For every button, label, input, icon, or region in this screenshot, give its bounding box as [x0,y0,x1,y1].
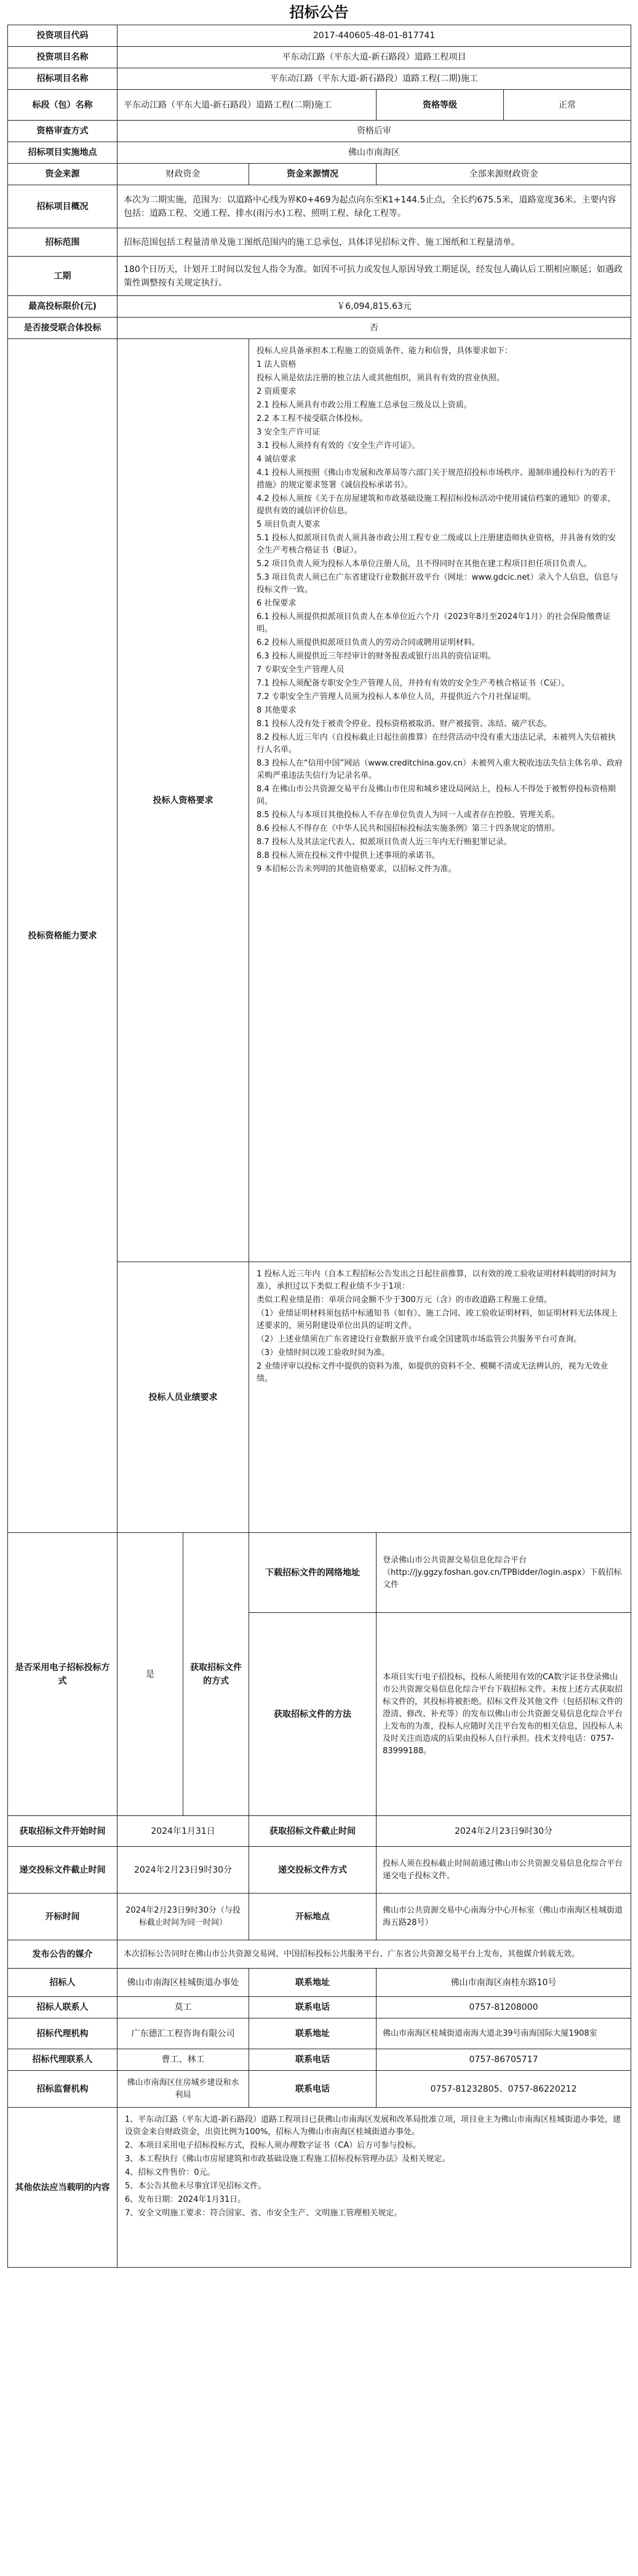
row-funding [8,164,631,185]
text-line: 8.4 在佛山市公共资源交易平台及佛山市住房和城乡建设局网站上，投标人不得处于被暂停投标资格期间。 [257,785,616,806]
row-electronic-download [8,1533,631,1613]
tenderee-label: 招标人 [8,1969,118,1997]
text-line: 1 投标人近三年内（自本工程招标公告发出之日起往前推算，以有效的竣工验收证明材料载明的时间为准），承担过以下类似工程业绩不少于1项： [257,1270,616,1291]
row-bidder-requirements [8,339,631,1262]
location-value: 佛山市南海区 [118,142,631,164]
row-obtain-times [8,1816,631,1847]
text-line: 6.3 投标人须提供近三年经审计的财务报表或银行出具的资信证明。 [257,652,496,661]
opening-place-label: 开标地点 [249,1894,377,1940]
obtain-method-label: 获取招标文件的方式 [183,1533,249,1816]
other-label: 其他依法应当载明的内容 [8,2108,118,2268]
tender-project-name-value: 平东动江路（平东大道-新石路段）道路工程(二期)施工 [118,68,631,90]
other-text [118,2108,631,2268]
row-overview [8,185,631,228]
row-agency [8,2018,631,2049]
row-other [8,2108,631,2268]
text-line: 9 本招标公告未列明的其他资格要求，以招标文件为准。 [257,865,457,874]
text-line: 4、招标文件售价：0元。 [125,2168,215,2177]
tenderee-contact-label: 招标人联系人 [8,1997,118,2018]
text-line: 3、本工程执行《佛山市房屋建筑和市政基础设施工程施工招标投标管理办法》及相关规定。 [125,2154,450,2164]
agency-address-value: 佛山市南海区桂城街道南海大道北39号南海国际大厦1908室 [377,2018,631,2049]
text-line: 投标人须是依法注册的独立法人或其他组织，须具有有效的营业执照。 [257,374,505,383]
project-name-value: 平东动江路（平东大道-新石路段）道路工程项目 [118,47,631,68]
bidder-requirements-text [249,339,631,1262]
scope-value: 招标范围包括工程量清单及施工图纸范围内的施工总承包，具体详见招标文件、施工图纸和工程量清单。 [118,228,631,257]
text-line: （2）上述业绩须在广东省建设行业数据开放平台或全国建筑市场监管公共服务平台可查询。 [257,1335,582,1344]
media-label: 发布公告的媒介 [8,1940,118,1969]
section-value: 平东动江路（平东大道-新石路段）道路工程(二期)施工 [118,90,377,121]
text-line: （3）业绩时间以竣工验收时间为准。 [257,1348,390,1358]
text-line: 8.7 投标人及其法定代表人、拟派项目负责人近三年内无行贿犯罪记录。 [257,838,512,847]
text-line: 8.2 投标人近三年内（自投标截止日起往前推算）在经营活动中没有重大违法记录，未被列入失信被执行人名单。 [257,733,616,754]
performance-requirements-text [249,1262,631,1533]
text-line: 8.8 投标人须在投标文件中提供上述事项的承诺书。 [257,851,440,860]
funding-source-value: 财政资金 [118,164,249,185]
opening-place-value: 佛山市公共资源交易中心南海分中心开标室（佛山市南海区桂城街道海五路28号） [377,1894,631,1940]
text-line: 6、发布日期：2024年1月31日。 [125,2195,246,2204]
agency-phone-label: 联系电话 [249,2049,377,2071]
obtain-start-value: 2024年1月31日 [118,1816,249,1847]
text-line: 8.1 投标人没有处于被责令停业、投标资格被取消、财产被接管、冻结、破产状态。 [257,719,552,729]
row-period [8,257,631,296]
row-section [8,90,631,121]
opening-time-label: 开标时间 [8,1894,118,1940]
performance-requirements-list [257,1268,623,1385]
row-agency-contact [8,2049,631,2071]
tenderee-phone-value: 0757-81208000 [377,1997,631,2018]
joint-bid-label: 是否接受联合体投标 [8,318,118,339]
obtain-end-label: 获取招标文件截止时间 [249,1816,377,1847]
text-line: 5.2 项目负责人须为投标人本单位注册人员，且不得同时在其他在建工程项目担任项目负责人。 [257,559,592,569]
agency-label: 招标代理机构 [8,2018,118,2049]
row-location [8,142,631,164]
performance-requirements-label: 投标人员业绩要求 [118,1262,249,1533]
overview-value: 本次为二期实施，范围为：以道路中心线为界K0+469为起点向东至K1+144.5止点，全长约675.5米，道路宽度36米。主要内容包括：道路工程、交通工程、排水(雨污水)工程、照明工程、绿化工程等。 [118,185,631,228]
electronic-label: 是否采用电子招标投标方式 [8,1533,118,1816]
submit-deadline-value: 2024年2月23日9时30分 [118,1847,249,1894]
project-code-label: 投资项目代码 [8,25,118,47]
row-project-name [8,47,631,68]
supervisor-value: 佛山市南海区住房城乡建设和水利局 [118,2071,249,2108]
row-supervisor [8,2071,631,2108]
row-tenderee-contact [8,1997,631,2018]
scope-label: 招标范围 [8,228,118,257]
text-line: 2、本项目采用电子招标投标方式，投标人须办理数字证书（CA）后方可参与投标。 [125,2141,421,2150]
tender-announcement-table [7,25,631,2268]
funding-source-label: 资金来源 [8,164,118,185]
qualification-grade-value: 正常 [504,90,631,121]
project-code-value: 2017-440605-48-01-817741 [118,25,631,47]
text-line: 5.1 投标人拟派项目负责人须具备市政公用工程专业二级或以上注册建造师执业资格，并具备有效的安全生产考核合格证书（B证）。 [257,534,616,555]
text-line: 2.2 本工程不接受联合体投标。 [257,414,368,423]
row-tender-project-name [8,68,631,90]
other-list [125,2114,623,2220]
page-title: 招标公告 [289,4,349,21]
text-line: 3.1 投标人须持有有效的《安全生产许可证》。 [257,441,420,450]
project-name-label: 投资项目名称 [8,47,118,68]
overview-label: 招标项目概况 [8,185,118,228]
max-price-value: ￥6,094,815.63元 [118,296,631,318]
supervisor-phone-value: 0757-81232805、0757-86220212 [377,2071,631,2108]
text-line: 4 诚信要求 [257,455,297,464]
text-line: 6.1 投标人须提供拟派项目负责人在本单位近六个月（2023年8月至2024年1月）的社会保险缴费证明。 [257,612,611,634]
text-line: 6 社保要求 [257,599,297,608]
row-submit [8,1847,631,1894]
agency-contact-value: 曹工、林工 [118,2049,249,2071]
location-label: 招标项目实施地点 [8,142,118,164]
text-line: 2.1 投标人须具有市政公用工程施工总承包三级及以上资质。 [257,401,472,410]
text-line: 7.1 投标人须配备专职安全生产管理人员，并持有有效的安全生产考核合格证书（C证）。 [257,679,570,688]
qualification-label: 投标资格能力要求 [8,339,118,1533]
text-line: 2 资质要求 [257,387,297,396]
tenderee-address-value: 佛山市南海区南桂东路10号 [377,1969,631,1997]
tenderee-value: 佛山市南海区桂城街道办事处 [118,1969,249,1997]
electronic-value: 是 [118,1533,183,1816]
bidder-requirements-list [257,345,623,876]
row-joint-bid [8,318,631,339]
obtain-start-label: 获取招标文件开始时间 [8,1816,118,1847]
section-label: 标段（包）名称 [8,90,118,121]
text-line: 8 其他要求 [257,706,297,715]
text-line: 5、本公告其他未尽事宜详见招标文件。 [125,2182,266,2191]
opening-time-value: 2024年2月23日9时30分（与投标截止时间为同一时间） [118,1894,249,1940]
text-line: 类似工程业绩是指：单项合同金额不少于300万元（含）的市政道路工程施工业绩。 [257,1295,552,1305]
text-line: 1 法人资格 [257,360,297,369]
download-address-label: 下载招标文件的网络地址 [249,1533,377,1613]
text-line: 投标人应具备承担本工程施工的资质条件、能力和信誉，具体要求如下： [257,346,513,356]
text-line: 8.3 投标人在“信用中国”网站（www.creditchina.gov.cn）未被列入重大税收违法失信主体名单、政府采购严重违法失信行为记录名单。 [257,759,623,780]
supervisor-label: 招标监督机构 [8,2071,118,2108]
submit-method-value: 投标人须在投标截止时间前通过佛山市公共资源交易信息化综合平台递交电子投标文件。 [377,1847,631,1894]
tenderee-contact-value: 莫工 [118,1997,249,2018]
text-line: 6.2 投标人须提供拟派项目负责人的劳动合同或聘用证明材料。 [257,638,480,647]
text-line: （1）业绩证明材料须包括中标通知书（如有）、施工合同、竣工验收证明材料，如证明材料无法体现上述要求的，须另附建设单位出具的证明文件。 [257,1309,618,1330]
max-price-label: 最高投标限价(元) [8,296,118,318]
row-max-price [8,296,631,318]
text-line: 4.1 投标人须按照《佛山市发展和改革局等六部门关于规范招投标市场秩序、遏制串通投标行为的若干措施》的规定要求签署《诚信投标承诺书》。 [257,468,616,490]
text-line: 2 业绩评审以投标文件中提供的资料为准，如提供的资料不全、模糊不清或无法辨认的，视为无效业绩。 [257,1362,608,1383]
text-line: 5 项目负责人要求 [257,520,321,529]
obtain-end-value: 2024年2月23日9时30分 [377,1816,631,1847]
text-line: 1、平东动江路（平东大道-新石路段）道路工程项目已获佛山市南海区发展和改革局批准立项，项目业主为佛山市南海区桂城街道办事处，建设资金来自财政资金，出资比例为100%，招标人为佛山市南海区桂城街道办事处。 [125,2115,621,2137]
bidder-requirements-label: 投标人资格要求 [118,339,249,1262]
row-project-code [8,25,631,47]
agency-value: 广东德汇工程咨询有限公司 [118,2018,249,2049]
media-value: 本次招标公告同时在佛山市公共资源交易网、中国招标投标公共服务平台、广东省公共资源交易平台上发布，其他媒介转载无效。 [118,1940,631,1969]
supervisor-phone-label: 联系电话 [249,2071,377,2108]
submit-method-label: 递交投标文件方式 [249,1847,377,1894]
review-method-value: 资格后审 [118,121,631,142]
text-line: 3 安全生产许可证 [257,428,321,437]
obtain-procedure-label: 获取招标文件的方法 [249,1613,377,1816]
text-line: 5.3 项目负责人须已在广东省建设行业数据开放平台（网址：www.gdcic.net）录入个人信息，信息与投标文件一致。 [257,573,618,594]
row-opening [8,1894,631,1940]
submit-deadline-label: 递交投标文件截止时间 [8,1847,118,1894]
download-address-value[interactable]: 登录佛山市公共资源交易信息化综合平台（http://jy.ggzy.foshan.gov.cn/TPBidder/login.aspx）下载招标文件 [377,1533,631,1613]
funding-status-label: 资金来源情况 [249,164,377,185]
row-tenderee [8,1969,631,1997]
text-line: 8.5 投标人与本项目其他投标人不存在单位负责人为同一人或者存在控股、管理关系。 [257,810,560,820]
review-method-label: 资格审查方式 [8,121,118,142]
text-line: 7、安全文明施工要求：符合国家、省、市安全生产、文明施工管理相关规定。 [125,2209,402,2218]
row-scope [8,228,631,257]
funding-status-value: 全部来源财政资金 [377,164,631,185]
text-line: 4.2 投标人须按《关于在房屋建筑和市政基础设施工程招标投标活动中使用诚信档案的通知》的要求，提供有效的诚信评价信息。 [257,494,616,516]
period-value: 180个日历天，计划开工时间以发包人指令为准。如因不可抗力或发包人原因导致工期延误，经发包人确认后工期相应顺延；如遇政策性调整按有关规定执行。 [118,257,631,296]
tenderee-phone-label: 联系电话 [249,1997,377,2018]
obtain-procedure-value: 本项目实行电子招投标，投标人须使用有效的CA数字证书登录佛山市公共资源交易信息化综合平台下载招标文件。未按上述方式获取招标文件的，其投标将被拒绝。招标文件及其他文件（包括招标文件的澄清、修改、补充等）的发布以佛山市公共资源交易信息化综合平台上发布的为准，投标人应随时关注平台发布的相关信息，因投标人未及时关注而造成的后果由投标人自行承担。技术支持电话：0757-83999188。 [377,1613,631,1816]
agency-contact-label: 招标代理联系人 [8,2049,118,2071]
text-line: 8.6 投标人不得存在《中华人民共和国招标投标法实施条例》第三十四条规定的情形。 [257,824,560,833]
joint-bid-value: 否 [118,318,631,339]
text-line: 7.2 专职安全生产管理人员须为投标人本单位人员，并提供近六个月社保证明。 [257,692,536,702]
row-media [8,1940,631,1969]
agency-address-label: 联系地址 [249,2018,377,2049]
text-line: 7 专职安全生产管理人员 [257,665,345,674]
tenderee-address-label: 联系地址 [249,1969,377,1997]
tender-project-name-label: 招标项目名称 [8,68,118,90]
agency-phone-value: 0757-86705717 [377,2049,631,2071]
period-label: 工期 [8,257,118,296]
row-review-method [8,121,631,142]
qualification-grade-label: 资格等级 [377,90,504,121]
